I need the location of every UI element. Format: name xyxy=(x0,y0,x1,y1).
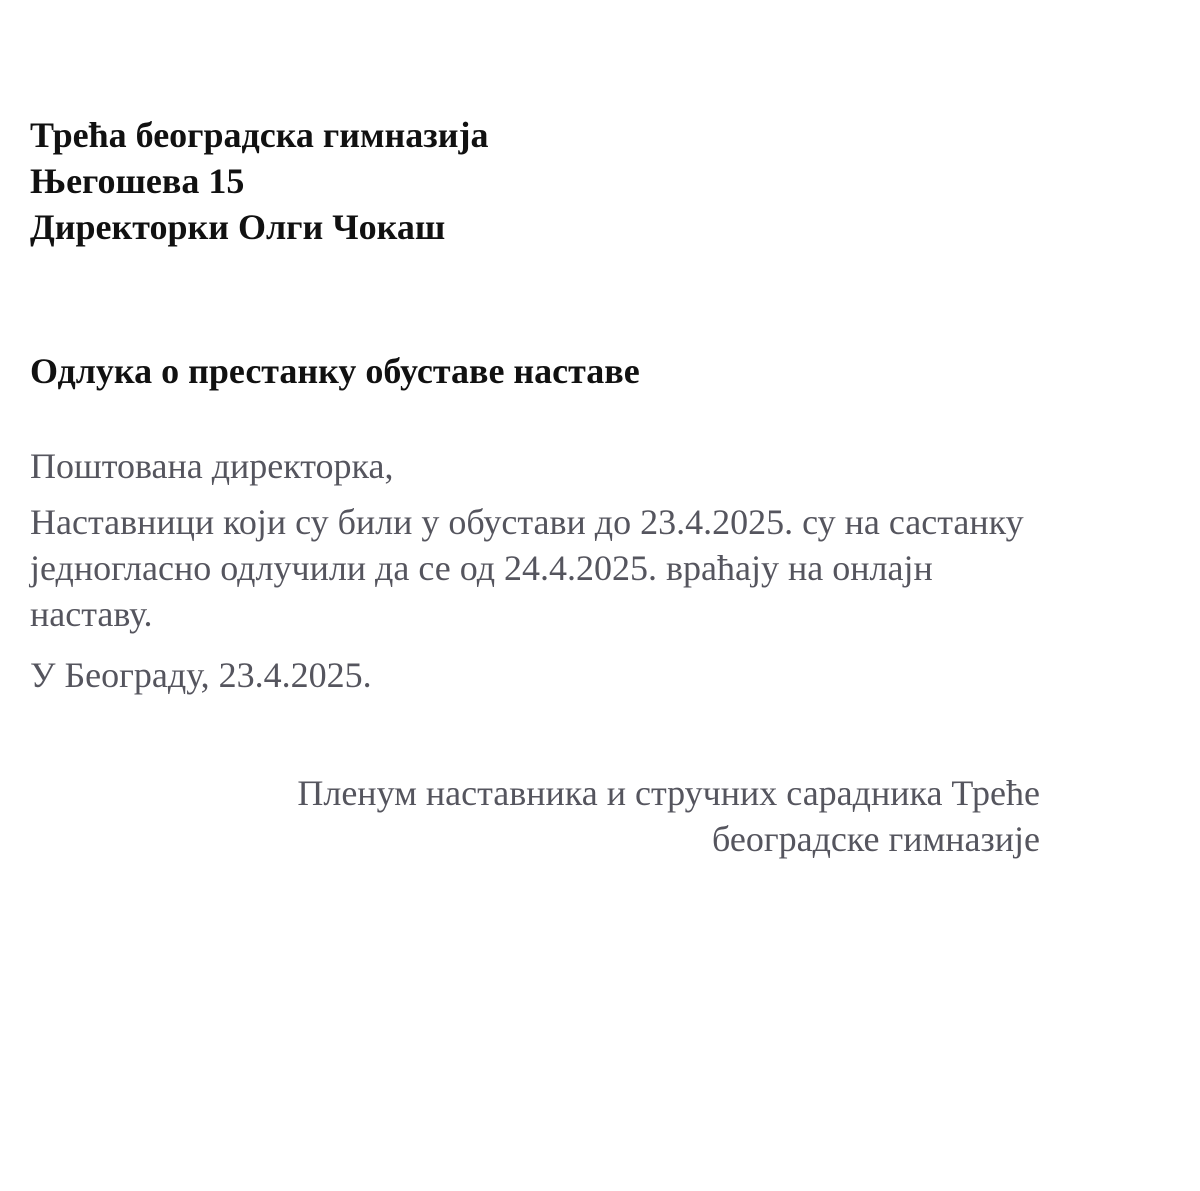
document-subject: Одлука о престанку обуставе наставе xyxy=(30,351,640,391)
recipient-address: Његошева 15 xyxy=(30,161,245,201)
place-date: У Београду, 23.4.2025. xyxy=(30,655,372,695)
recipient-block xyxy=(30,112,488,250)
greeting: Поштована директорка, xyxy=(30,446,394,486)
signature-line-2: београдске гимназије xyxy=(712,819,1040,859)
recipient-school: Трећа београдска гимназија xyxy=(30,115,489,155)
main-paragraph: Наставници који су били у обустави до 23.4.2025. су на састанку једногласно одлучили да се од 24.4.2025. враћају на онлајн наставу. xyxy=(30,502,1024,634)
signature-block xyxy=(297,770,1040,862)
recipient-addressee: Директорки Олги Чокаш xyxy=(30,207,446,247)
signature-line-1: Пленум наставника и стручних сарадника Треће xyxy=(297,773,1040,813)
